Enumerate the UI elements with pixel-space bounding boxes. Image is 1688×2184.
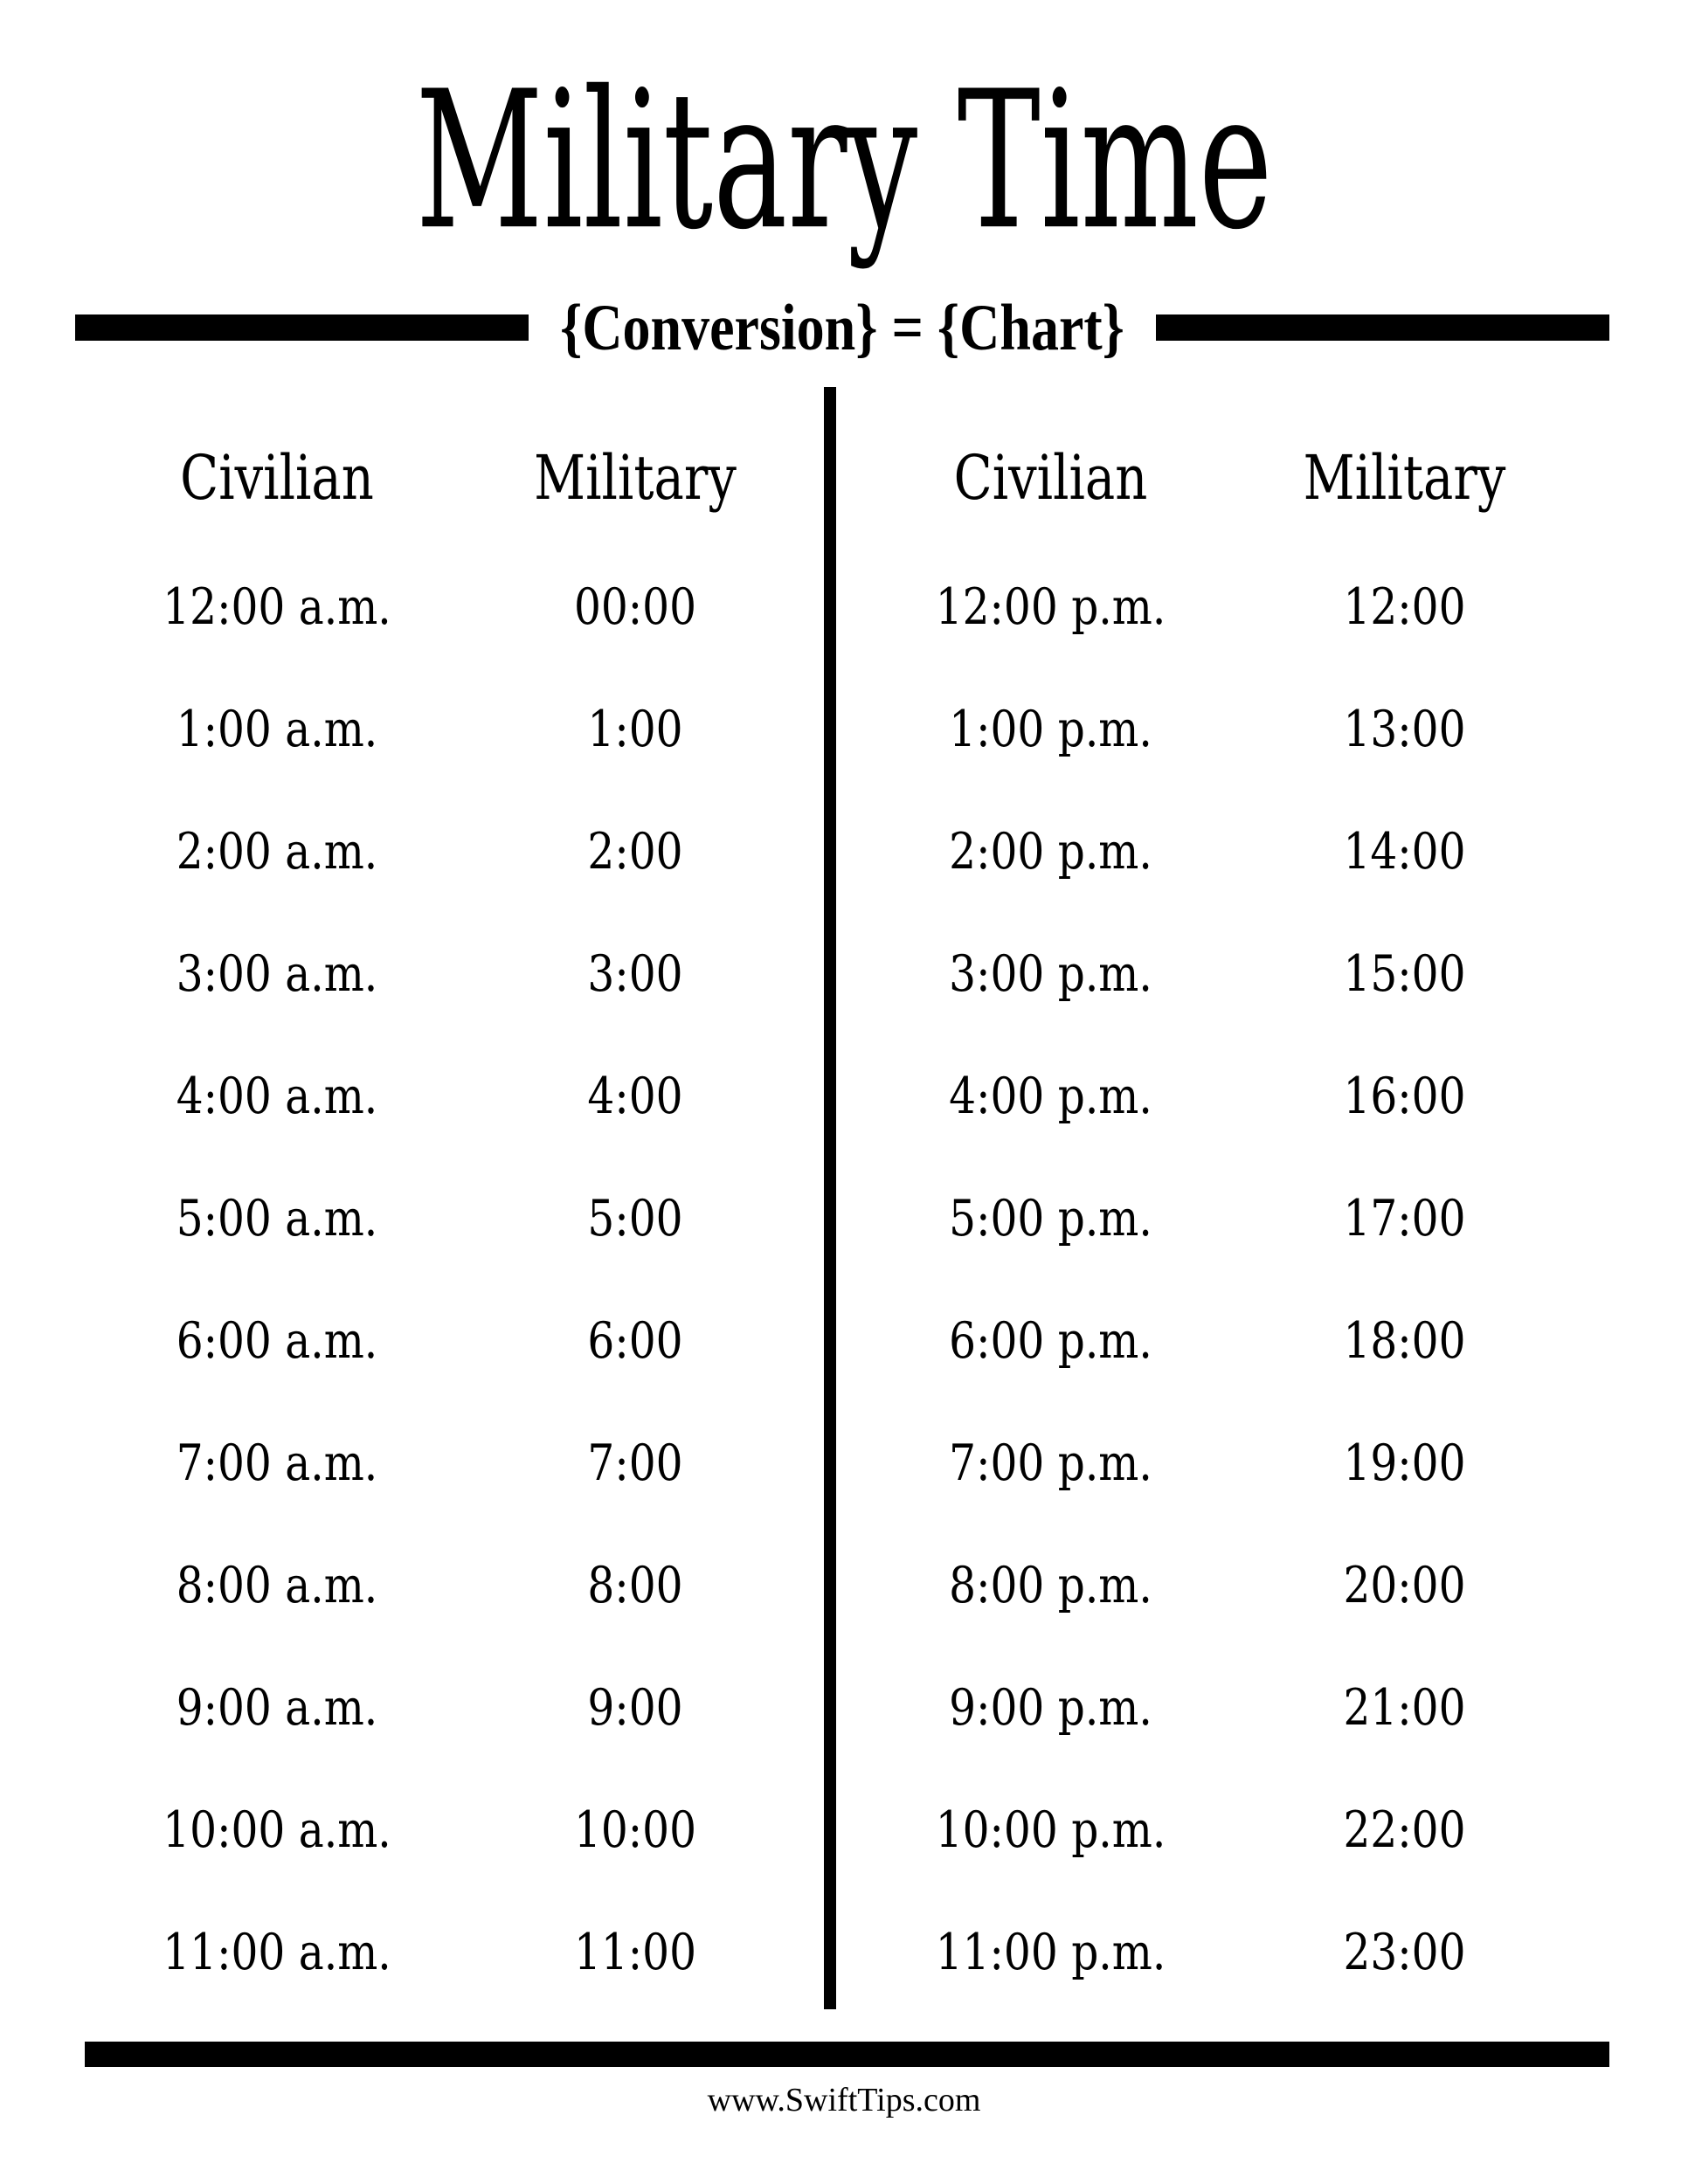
military-time-cell: 16:00 <box>1343 1067 1466 1125</box>
table-row <box>98 1158 814 1280</box>
civilian-time-cell: 2:00 p.m. <box>949 822 1152 881</box>
table-row <box>98 1035 814 1158</box>
am-conversion-table <box>98 437 814 2014</box>
civilian-time-cell: 12:00 p.m. <box>935 577 1166 636</box>
military-time-cell: 12:00 <box>1343 577 1466 636</box>
military-time-cell: 9:00 <box>587 1678 683 1737</box>
pm-table-rows <box>874 546 1581 2014</box>
military-time-cell: 00:00 <box>573 577 697 636</box>
military-time-cell: 17:00 <box>1343 1189 1466 1248</box>
subtitle: {Conversion} = {Chart} <box>560 290 1124 364</box>
vertical-divider <box>824 387 836 2009</box>
civilian-time-cell: 2:00 a.m. <box>176 822 378 881</box>
civilian-time-cell: 10:00 a.m. <box>163 1800 391 1859</box>
table-row <box>874 1402 1581 1524</box>
civilian-time-cell: 3:00 a.m. <box>176 944 378 1003</box>
military-time-cell: 6:00 <box>587 1311 683 1370</box>
civilian-time-cell: 3:00 p.m. <box>949 944 1152 1003</box>
military-time-cell: 10:00 <box>573 1800 697 1859</box>
table-row <box>874 1647 1581 1769</box>
military-time-cell: 7:00 <box>587 1434 683 1492</box>
table-row <box>98 791 814 913</box>
military-time-cell: 22:00 <box>1343 1800 1466 1859</box>
military-time-cell: 21:00 <box>1343 1678 1466 1737</box>
military-time-cell: 1:00 <box>587 700 683 758</box>
civilian-time-cell: 1:00 a.m. <box>176 700 378 758</box>
civilian-time-cell: 4:00 a.m. <box>176 1067 378 1125</box>
civilian-time-cell: 10:00 p.m. <box>935 1800 1166 1859</box>
military-time-cell: 3:00 <box>587 944 683 1003</box>
table-row <box>874 1769 1581 1891</box>
military-time-cell: 2:00 <box>587 822 683 881</box>
column-header-military: Military <box>534 442 737 515</box>
civilian-time-cell: 6:00 p.m. <box>949 1311 1152 1370</box>
table-row <box>98 1891 814 2014</box>
civilian-time-cell: 7:00 a.m. <box>176 1434 378 1492</box>
column-header-civilian: Civilian <box>953 442 1148 515</box>
column-header-civilian: Civilian <box>180 442 374 515</box>
table-row <box>874 1280 1581 1402</box>
military-time-cell: 8:00 <box>587 1556 683 1614</box>
military-time-cell: 15:00 <box>1343 944 1466 1003</box>
table-row <box>98 1647 814 1769</box>
subtitle-right-bar <box>1156 314 1609 341</box>
civilian-time-cell: 8:00 a.m. <box>176 1556 378 1614</box>
subtitle-row <box>75 290 1609 364</box>
am-table-header <box>98 437 814 520</box>
table-row <box>874 1891 1581 2014</box>
civilian-time-cell: 11:00 p.m. <box>935 1923 1166 1981</box>
civilian-time-cell: 5:00 p.m. <box>949 1189 1152 1248</box>
civilian-time-cell: 9:00 p.m. <box>949 1678 1152 1737</box>
column-header-military: Military <box>1303 442 1506 515</box>
table-row <box>874 791 1581 913</box>
civilian-time-cell: 4:00 p.m. <box>949 1067 1152 1125</box>
civilian-time-cell: 8:00 p.m. <box>949 1556 1152 1614</box>
military-time-cell: 18:00 <box>1343 1311 1466 1370</box>
civilian-time-cell: 6:00 a.m. <box>176 1311 378 1370</box>
civilian-time-cell: 9:00 a.m. <box>176 1678 378 1737</box>
military-time-cell: 19:00 <box>1343 1434 1466 1492</box>
civilian-time-cell: 1:00 p.m. <box>949 700 1152 758</box>
civilian-time-cell: 12:00 a.m. <box>163 577 391 636</box>
military-time-cell: 11:00 <box>573 1923 697 1981</box>
pm-table-header <box>874 437 1581 520</box>
military-time-cell: 20:00 <box>1343 1556 1466 1614</box>
table-row <box>98 1524 814 1647</box>
table-row <box>98 1280 814 1402</box>
civilian-time-cell: 5:00 a.m. <box>176 1189 378 1248</box>
table-row <box>874 913 1581 1035</box>
civilian-time-cell: 11:00 a.m. <box>163 1923 391 1981</box>
military-time-cell: 5:00 <box>587 1189 683 1248</box>
table-row <box>98 1769 814 1891</box>
pm-conversion-table <box>874 437 1581 2014</box>
table-row <box>98 1402 814 1524</box>
table-row <box>874 1524 1581 1647</box>
footer-url: www.SwiftTips.com <box>707 2082 981 2118</box>
table-row <box>874 1158 1581 1280</box>
am-table-rows <box>98 546 814 2014</box>
bottom-bar <box>85 2042 1609 2067</box>
table-row <box>874 668 1581 791</box>
page-title: Military Time <box>415 51 1273 273</box>
military-time-cell: 13:00 <box>1343 700 1466 758</box>
table-row <box>98 668 814 791</box>
table-row <box>874 1035 1581 1158</box>
military-time-cell: 4:00 <box>587 1067 683 1125</box>
table-row <box>874 546 1581 668</box>
civilian-time-cell: 7:00 p.m. <box>949 1434 1152 1492</box>
military-time-cell: 23:00 <box>1343 1923 1466 1981</box>
subtitle-left-bar <box>75 314 529 341</box>
military-time-cell: 14:00 <box>1343 822 1466 881</box>
table-row <box>98 546 814 668</box>
table-row <box>98 913 814 1035</box>
